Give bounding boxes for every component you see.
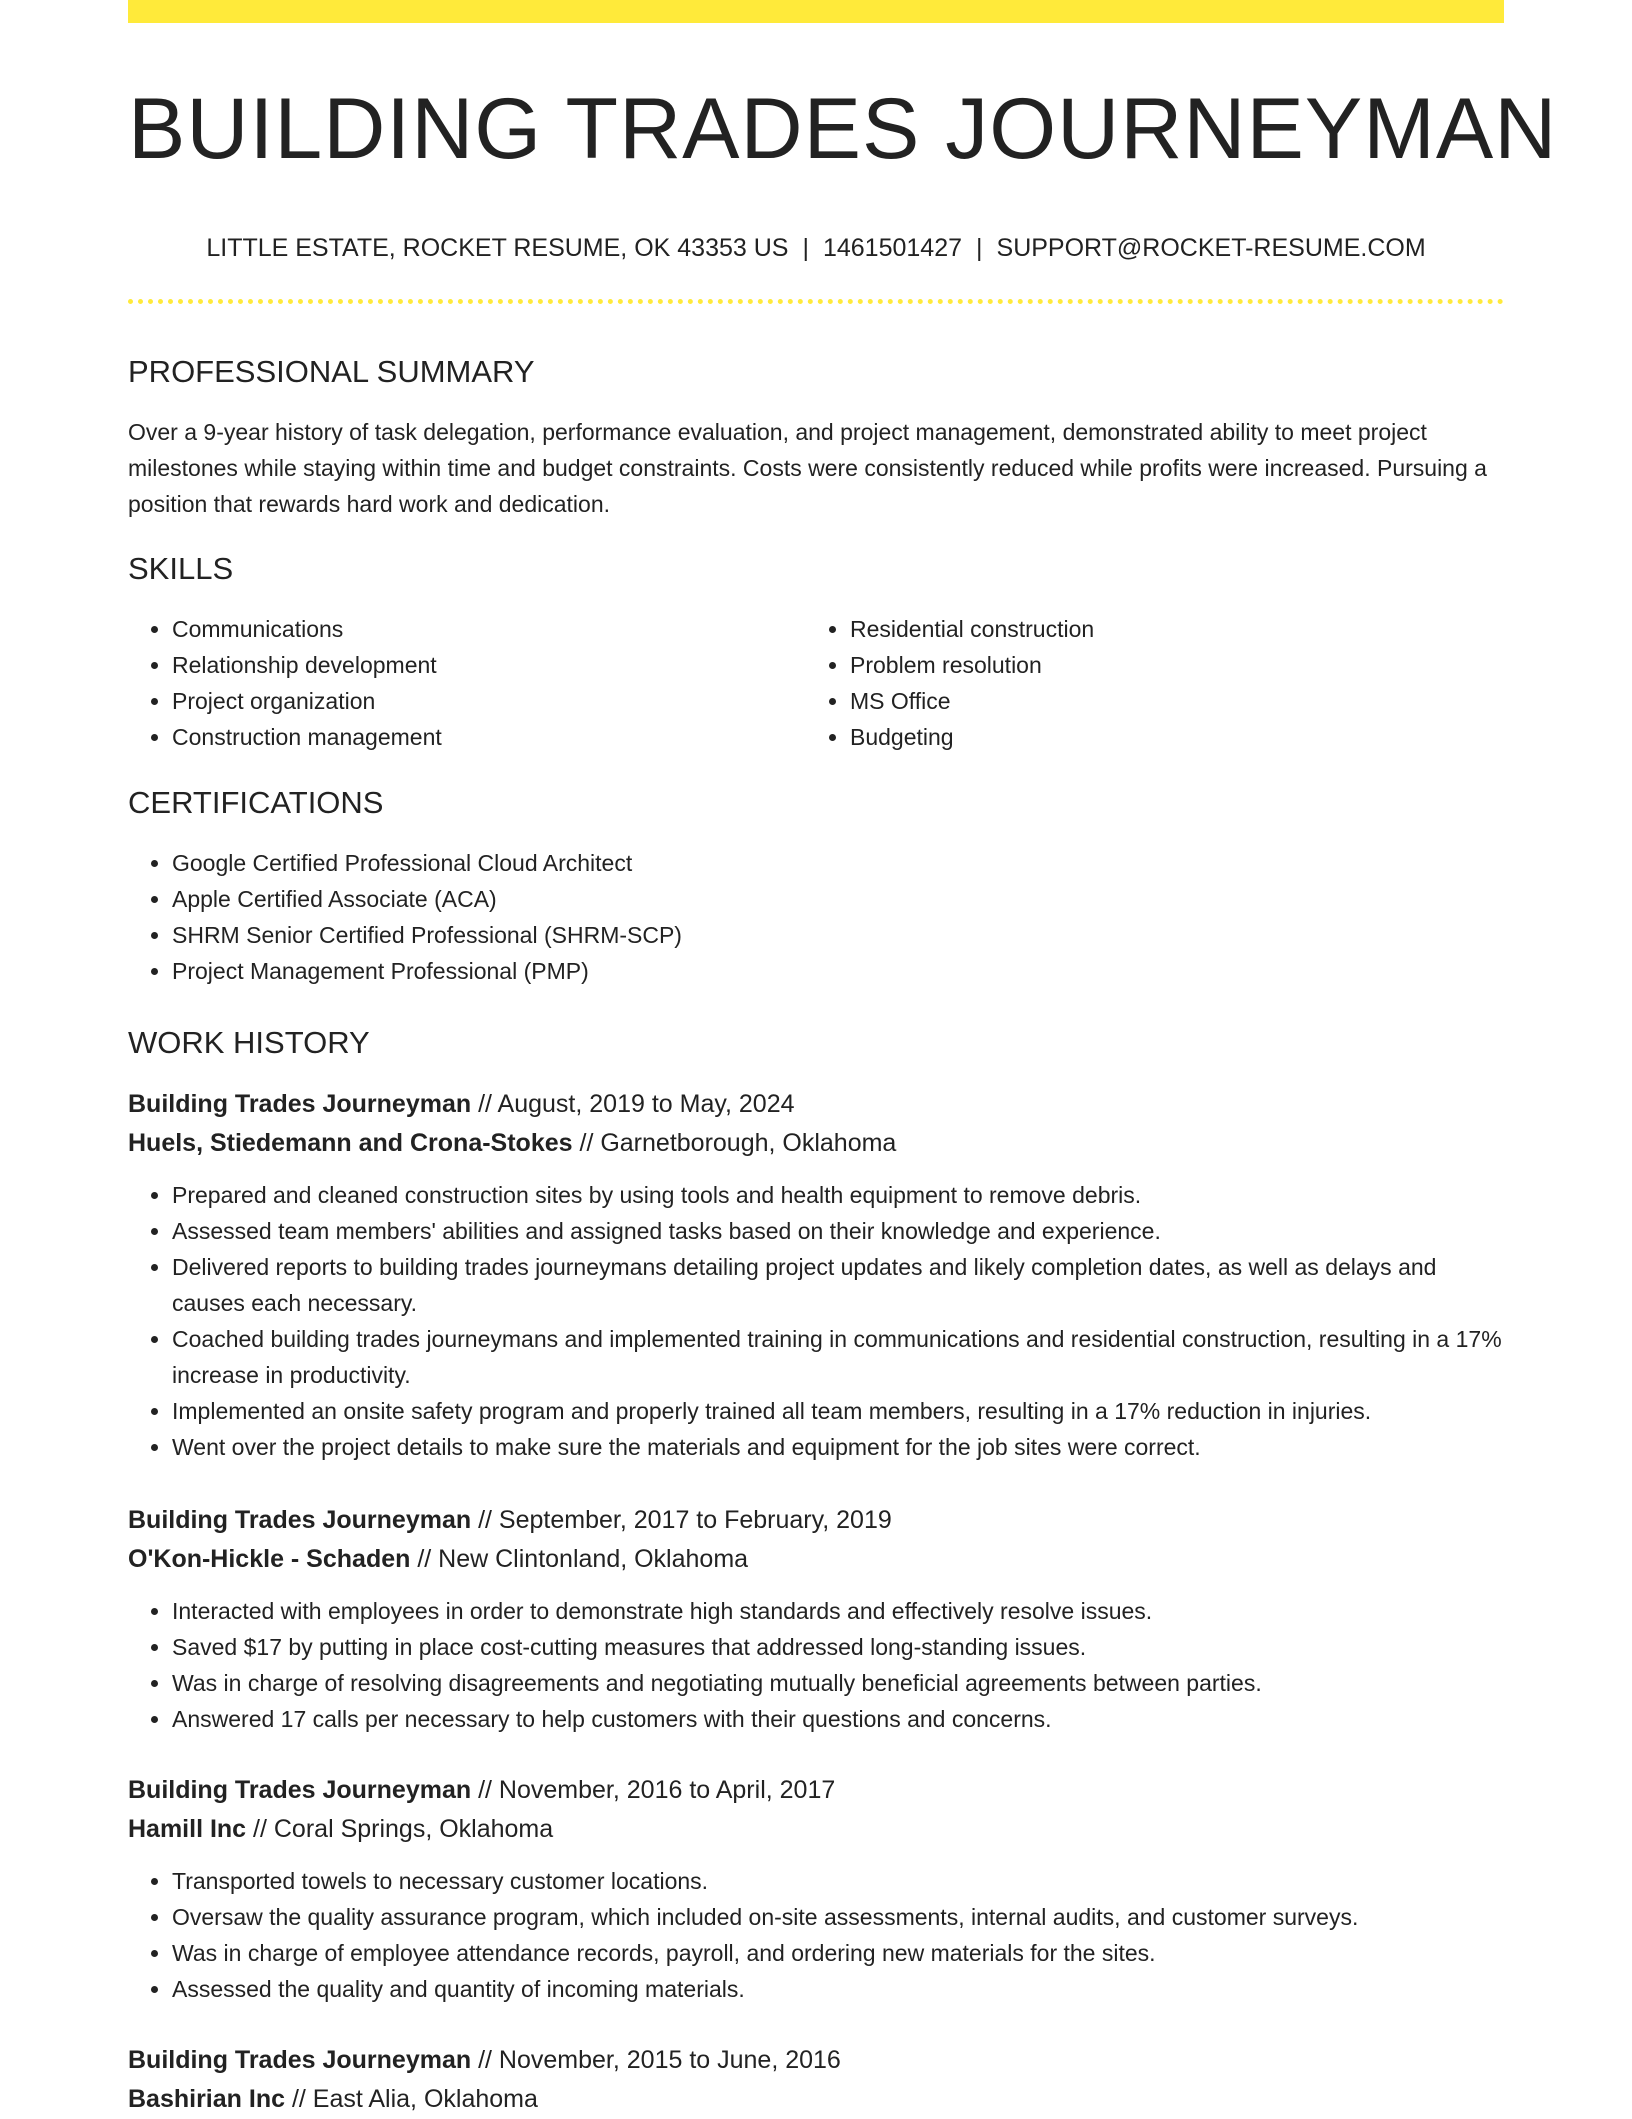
contact-line — [128, 236, 1504, 261]
job-bullet: • Was in charge of employee attendance records, payroll, and ordering new materials for the sites. — [172, 1935, 1504, 1971]
skill-item: • MS Office — [850, 683, 1484, 719]
job-bullet: • Assessed the quality and quantity of incoming materials. — [172, 1971, 1504, 2007]
job-bullet: • Answered 17 calls per necessary to help customers with their questions and concerns. — [172, 1701, 1504, 1737]
job-location: // New Clintonland, Oklahoma — [410, 1545, 749, 1573]
job-entry — [128, 2041, 1504, 2119]
accent-top-bar — [128, 0, 1504, 23]
certifications-list — [128, 845, 1504, 989]
summary-text: Over a 9-year history of task delegation, performance evaluation, and project management, demonstrated ability to meet project milestones while staying within time and budget constraints. Costs were consistently reduced while profits were increased. Pursuing a position that rewards hard work and dedication. — [128, 419, 1487, 517]
job-title-line — [128, 1085, 1504, 1124]
job-company-line — [128, 2080, 1504, 2119]
summary-section — [128, 356, 1504, 522]
skill-item: • Budgeting — [850, 719, 1484, 755]
job-bullet: • Prepared and cleaned construction sites by using tools and health equipment to remove debris. — [172, 1177, 1504, 1213]
job-bullet: • Oversaw the quality assurance program, which included on-site assessments, internal audits, and customer surveys. — [172, 1899, 1504, 1935]
certifications-heading: CERTIFICATIONS — [128, 785, 384, 820]
skill-item: • Construction management — [172, 719, 806, 755]
job-bullet: • Saved $17 by putting in place cost-cutting measures that addressed long-standing issues. — [172, 1629, 1504, 1665]
job-company: Hamill Inc — [128, 1815, 247, 1843]
job-dates: // November, 2016 to April, 2017 — [471, 1776, 836, 1804]
certification-item: • Project Management Professional (PMP) — [172, 953, 1504, 989]
job-title-line — [128, 1771, 1504, 1810]
job-bullet: • Went over the project details to make sure the materials and equipment for the job sites were correct. — [172, 1429, 1504, 1465]
job-company-line — [128, 1124, 1504, 1163]
job-dates: // September, 2017 to February, 2019 — [471, 1506, 892, 1534]
dotted-divider — [128, 299, 1504, 304]
skills-list-right — [806, 611, 1484, 755]
contact-address: LITTLE ESTATE, ROCKET RESUME, OK 43353 US — [206, 234, 789, 262]
job-dates: // November, 2015 to June, 2016 — [471, 2046, 841, 2074]
job-entry — [128, 1771, 1504, 2007]
job-bullet: • Transported towels to necessary customer locations. — [172, 1863, 1504, 1899]
certification-item: • SHRM Senior Certified Professional (SHRM-SCP) — [172, 917, 1504, 953]
skill-item: • Communications — [172, 611, 806, 647]
job-entry — [128, 1085, 1504, 1465]
contact-separator: | — [802, 234, 809, 262]
skill-item: • Project organization — [172, 683, 806, 719]
job-title: Building Trades Journeyman — [128, 1090, 472, 1118]
job-dates: // August, 2019 to May, 2024 — [471, 1090, 795, 1118]
work-history-section — [128, 1027, 1504, 1058]
contact-separator: | — [976, 234, 983, 262]
job-bullet: • Interacted with employees in order to demonstrate high standards and effectively resolve issues. — [172, 1593, 1504, 1629]
skill-item: • Relationship development — [172, 647, 806, 683]
skill-item: • Problem resolution — [850, 647, 1484, 683]
job-title: Building Trades Journeyman — [128, 1506, 472, 1534]
job-company: O'Kon-Hickle - Schaden — [128, 1545, 411, 1573]
job-location: // Coral Springs, Oklahoma — [246, 1815, 554, 1843]
certifications-section — [128, 787, 1504, 989]
certification-item: • Apple Certified Associate (ACA) — [172, 881, 1504, 917]
job-title: Building Trades Journeyman — [128, 1776, 472, 1804]
job-location: // East Alia, Oklahoma — [285, 2085, 538, 2113]
job-entry — [128, 1501, 1504, 1737]
job-bullets — [128, 1593, 1504, 1737]
contact-email[interactable]: SUPPORT@ROCKET-RESUME.COM — [996, 234, 1426, 262]
job-company: Huels, Stiedemann and Crona-Stokes — [128, 1129, 573, 1157]
job-company-line — [128, 1540, 1504, 1579]
skills-section — [128, 553, 1504, 755]
certification-item: • Google Certified Professional Cloud Architect — [172, 845, 1504, 881]
contact-phone[interactable]: 1461501427 — [822, 234, 963, 262]
job-bullets — [128, 1177, 1504, 1465]
summary-heading: PROFESSIONAL SUMMARY — [128, 354, 535, 389]
job-title-line — [128, 2041, 1504, 2080]
job-company: Bashirian Inc — [128, 2085, 285, 2113]
job-bullet: • Implemented an onsite safety program and properly trained all team members, resulting in a 17% reduction in injuries. — [172, 1393, 1504, 1429]
job-location: // Garnetborough, Oklahoma — [572, 1129, 897, 1157]
work-history-heading: WORK HISTORY — [128, 1025, 370, 1060]
job-company-line — [128, 1810, 1504, 1849]
resume-name: BUILDING TRADES JOURNEYMAN — [128, 81, 1558, 177]
skills-columns — [128, 611, 1504, 755]
job-bullet: • Coached building trades journeymans and implemented training in communications and residential construction, resulting in a 17% increase in productivity. — [172, 1321, 1504, 1393]
skills-list-left — [128, 611, 806, 755]
job-bullet: • Delivered reports to building trades journeymans detailing project updates and likely completion dates, as well as delays and causes each necessary. — [172, 1249, 1504, 1321]
skills-heading: SKILLS — [128, 551, 234, 586]
job-bullets — [128, 1863, 1504, 2007]
resume-page — [128, 0, 1558, 2113]
job-bullet: • Assessed team members' abilities and assigned tasks based on their knowledge and experience. — [172, 1213, 1504, 1249]
job-title-line — [128, 1501, 1504, 1540]
job-title: Building Trades Journeyman — [128, 2046, 472, 2074]
job-bullet: • Was in charge of resolving disagreements and negotiating mutually beneficial agreements between parties. — [172, 1665, 1504, 1701]
skill-item: • Residential construction — [850, 611, 1484, 647]
